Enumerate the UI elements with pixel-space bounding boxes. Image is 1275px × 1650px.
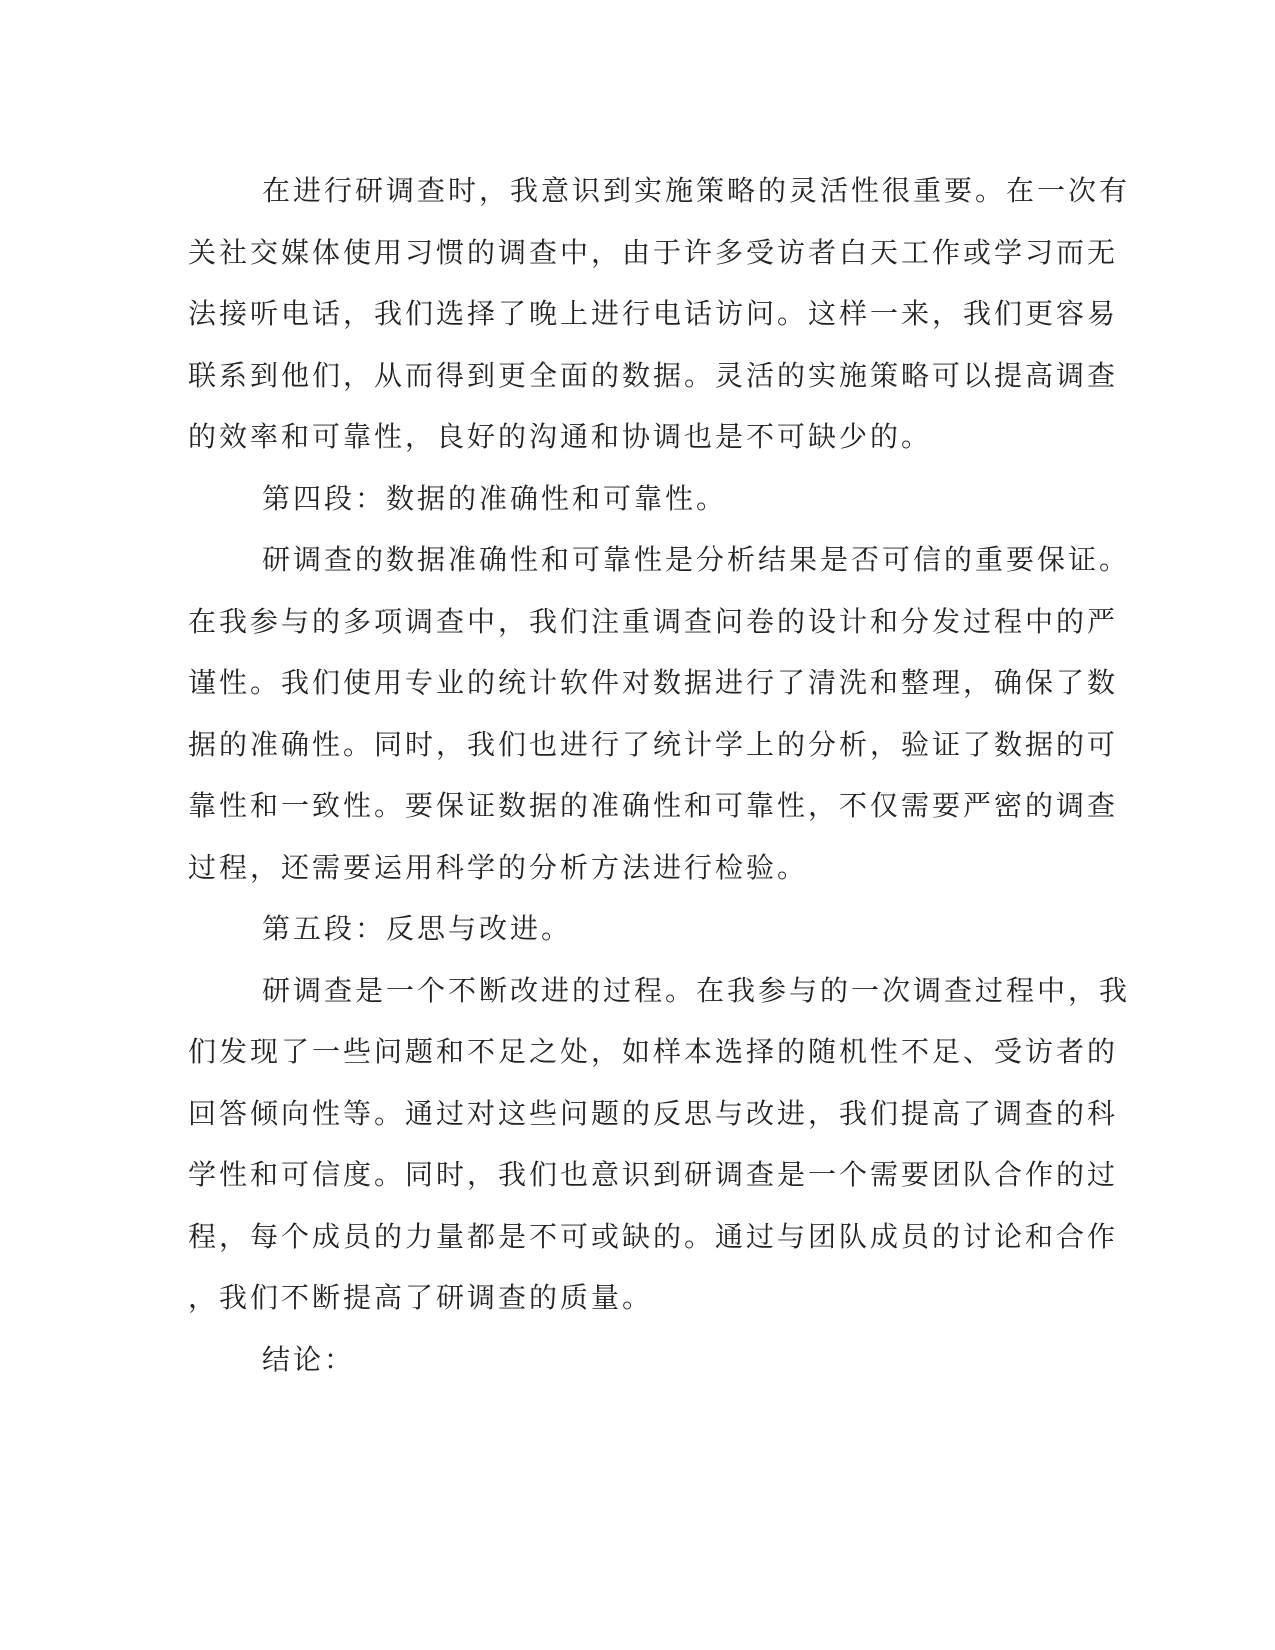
text-line: 关社交媒体使用习惯的调查中，由于许多受访者白天工作或学习而无: [188, 235, 1119, 269]
text-line: 谨性。我们使用专业的统计软件对数据进行了清洗和整理，确保了数: [188, 666, 1119, 699]
text-line: 研调查的数据准确性和可靠性是分析结果是否可信的重要保证。: [262, 543, 1131, 576]
text-line: 研调查是一个不断改进的过程。在我参与的一次调查过程中，我: [262, 973, 1131, 1007]
text-line: 的效率和可靠性，良好的沟通和协调也是不可缺少的。: [188, 420, 933, 453]
text-line: 联系到他们，从而得到更全面的数据。灵活的实施策略可以提高调查: [188, 358, 1119, 392]
text-line: 们发现了一些问题和不足之处，如样本选择的随机性不足、受访者的: [188, 1035, 1119, 1068]
text-line: 在进行研调查时，我意识到实施策略的灵活性很重要。在一次有: [262, 174, 1131, 207]
conclusion-heading: 结论：: [262, 1342, 356, 1376]
document-body: [188, 160, 1131, 1390]
text-line: 靠性和一致性。要保证数据的准确性和可靠性，不仅需要严密的调查: [188, 789, 1119, 822]
text-line: 程，每个成员的力量都是不可或缺的。通过与团队成员的讨论和合作: [188, 1219, 1119, 1253]
text-line: 在我参与的多项调查中，我们注重调查问卷的设计和分发过程中的严: [188, 604, 1119, 638]
text-line: 学性和可信度。同时，我们也意识到研调查是一个需要团队合作的过: [188, 1158, 1119, 1191]
text-line: ，我们不断提高了研调查的质量。: [188, 1281, 654, 1314]
section-heading: 第四段：数据的准确性和可靠性。: [262, 481, 728, 515]
text-line: 据的准确性。同时，我们也进行了统计学上的分析，验证了数据的可: [188, 727, 1119, 761]
text-line: 回答倾向性等。通过对这些问题的反思与改进，我们提高了调查的科: [188, 1096, 1119, 1130]
text-line: 过程，还需要运用科学的分析方法进行检验。: [188, 850, 809, 884]
section-heading: 第五段：反思与改进。: [262, 912, 573, 945]
text-line: 法接听电话，我们选择了晚上进行电话访问。这样一来，我们更容易: [188, 297, 1119, 330]
